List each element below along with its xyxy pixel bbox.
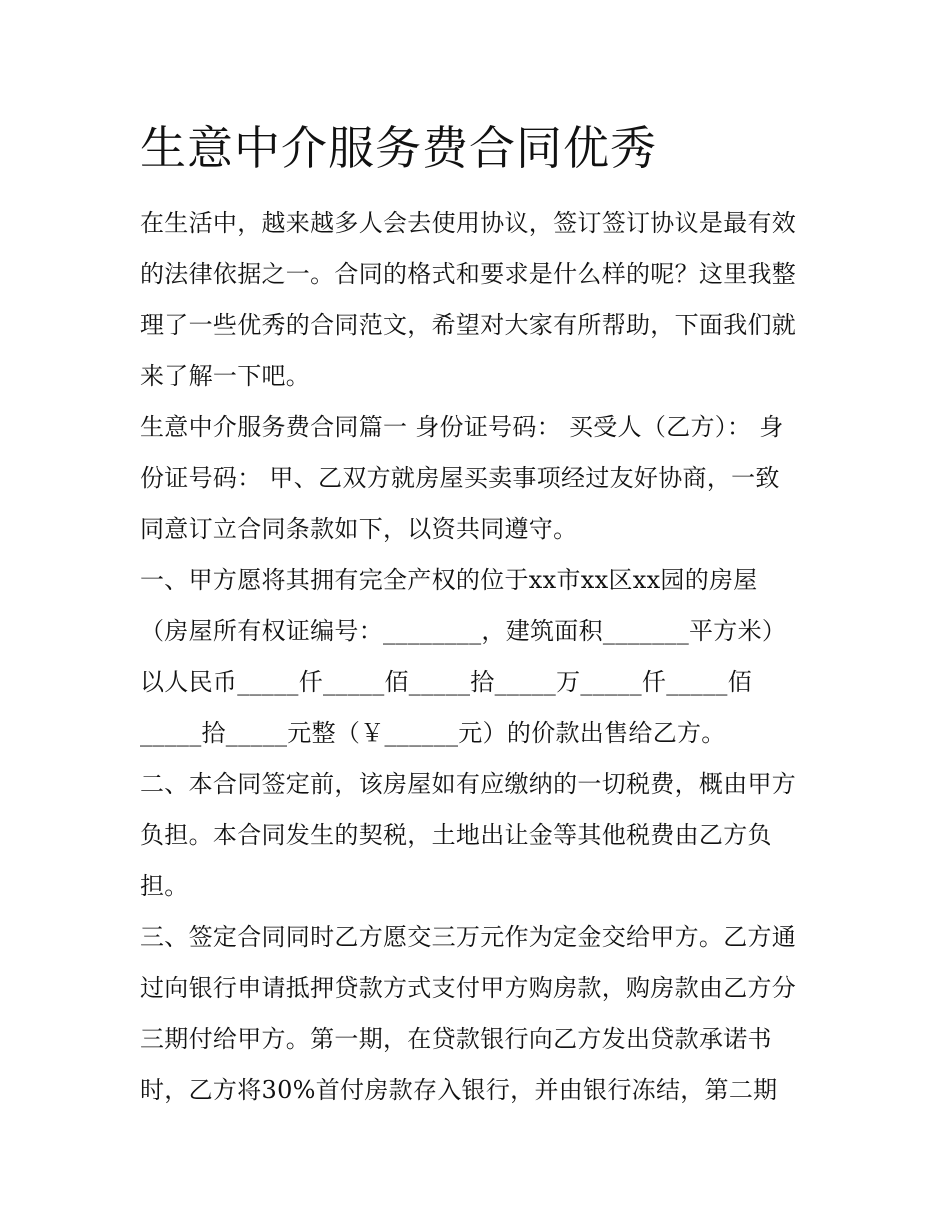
- paragraph-line: _____拾_____元整（￥______元）的价款出售给乙方。: [140, 719, 726, 747]
- paragraph-line: 三期付给甲方。第一期，在贷款银行向乙方发出贷款承诺书: [140, 1025, 772, 1053]
- paragraph-line: 同意订立合同条款如下，以资共同遵守。: [140, 515, 578, 543]
- paragraph-line: 过向银行申请抵押贷款方式支付甲方购房款，购房款由乙方分: [140, 974, 797, 1002]
- paragraph-line: 时，乙方将30%首付房款存入银行，并由银行冻结，第二期: [140, 1076, 778, 1104]
- paragraph-line: （房屋所有权证编号：________，建筑面积_______平方米）: [140, 617, 787, 645]
- paragraph-line: 一、甲方愿将其拥有完全产权的位于xx市xx区xx园的房屋: [140, 566, 758, 594]
- paragraph-line: 担。: [140, 872, 189, 900]
- paragraph-line: 份证号码： 甲、乙双方就房屋买卖事项经过友好协商，一致: [140, 464, 780, 492]
- document-title: 生意中介服务费合同优秀: [140, 121, 657, 175]
- paragraph-line: 的法律依据之一。合同的格式和要求是什么样的呢？这里我整: [140, 260, 797, 288]
- paragraph-line: 来了解一下吧。: [140, 362, 311, 390]
- paragraph-line: 以人民币_____仟_____佰_____拾_____万_____仟_____佰: [140, 668, 752, 696]
- paragraph-line: 理了一些优秀的合同范文，希望对大家有所帮助，下面我们就: [140, 311, 797, 339]
- paragraph-line: 生意中介服务费合同篇一 身份证号码： 买受人（乙方）： 身: [140, 413, 784, 441]
- paragraph-line: 三、签定合同同时乙方愿交三万元作为定金交给甲方。乙方通: [140, 923, 797, 951]
- paragraph-line: 负担。本合同发生的契税，土地出让金等其他税费由乙方负: [140, 821, 772, 849]
- paragraph-line: 在生活中，越来越多人会去使用协议，签订签订协议是最有效: [140, 209, 797, 237]
- paragraph-line: 二、本合同签定前，该房屋如有应缴纳的一切税费，概由甲方: [140, 770, 797, 798]
